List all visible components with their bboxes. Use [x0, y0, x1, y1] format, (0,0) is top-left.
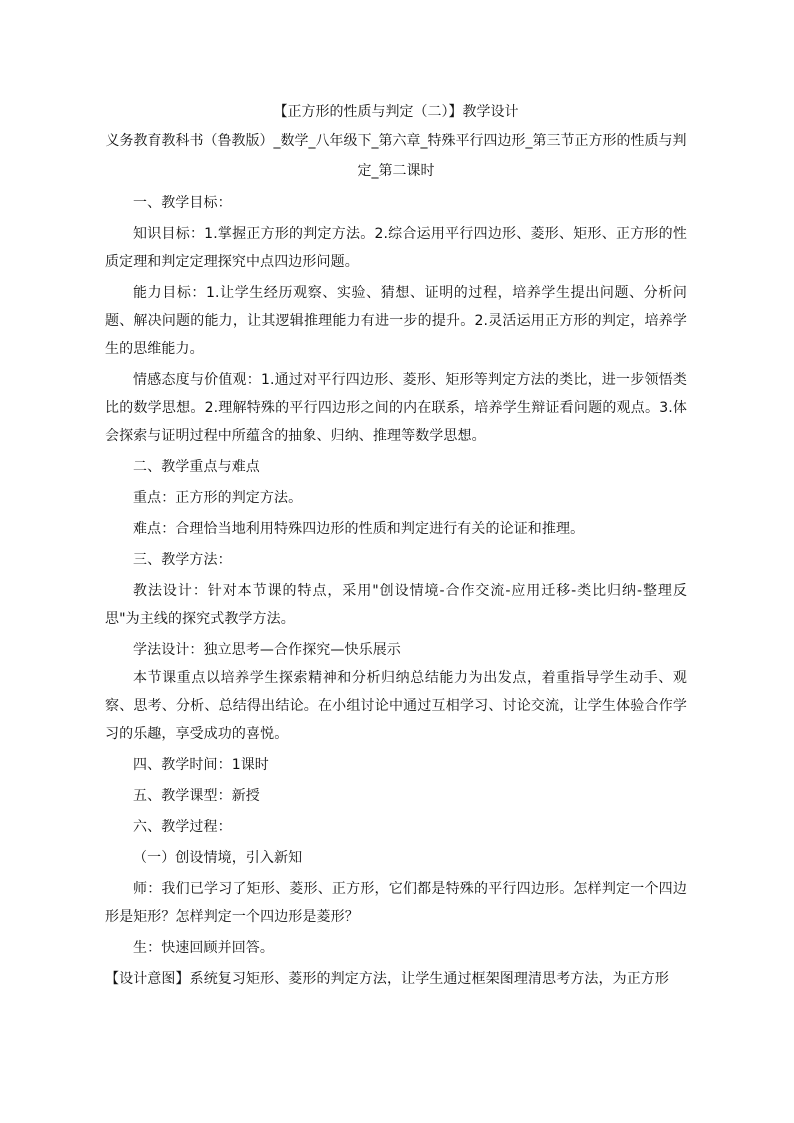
paragraph-student-answer: 生：快速回顾并回答。 — [133, 940, 274, 956]
section-heading-lesson-type: 五、教学课型：新授 — [133, 788, 260, 804]
paragraph-emotion-goal: 情感态度与价值观：1.通过对平行四边形、菱形、矩形等判定方法的类比，进一步领悟类比的数学思想。2.理解特殊的平行四边形之间的内在联系，培养学生辩证看问题的观点。3.体会探索与证明过程中所蕴含的抽象、归纳、推理等数学思想。 — [105, 372, 687, 444]
paragraph-method-description: 本节课重点以培养学生探索精神和分析归纳总结能力为出发点，着重指导学生动手、观察、思考、分析、总结得出结论。在小组讨论中通过互相学习、讨论交流，让学生体验合作学习的乐趣，享受成功的喜悦。 — [105, 670, 687, 742]
document-body — [105, 98, 687, 993]
paragraph-teacher-question: 师：我们已学习了矩形、菱形、正方形，它们都是特殊的平行四边形。怎样判定一个四边形是矩形？怎样判定一个四边形是菱形？ — [105, 881, 687, 925]
paragraph-difficulty: 难点：合理恰当地利用特殊四边形的性质和判定进行有关的论证和推理。 — [133, 521, 585, 537]
section-heading-key-points: 二、教学重点与难点 — [133, 459, 260, 475]
paragraph-design-intent: 【设计意图】系统复习矩形、菱形的判定方法，让学生通过框架图理清思考方法，为正方形 — [105, 971, 669, 987]
section-heading-time: 四、教学时间：1课时 — [133, 757, 269, 773]
section-heading-methods: 三、教学方法： — [133, 552, 232, 568]
paragraph-ability-goal: 能力目标：1.让学生经历观察、实验、猜想、证明的过程，培养学生提出问题、分析问题、解决问题的能力，让其逻辑推理能力有进一步的提升。2.灵活运用正方形的判定，培养学生的思维能力。 — [105, 285, 687, 357]
document-title: 【正方形的性质与判定（二）】教学设计 — [273, 104, 519, 120]
paragraph-knowledge-goal: 知识目标：1.掌握正方形的判定方法。2.综合运用平行四边形、菱形、矩形、正方形的性质定理和判定定理探究中点四边形问题。 — [105, 226, 687, 270]
subsection-heading-situation: （一）创设情境，引入新知 — [133, 850, 303, 866]
section-heading-process: 六、教学过程： — [133, 819, 232, 835]
paragraph-teaching-method: 教法设计：针对本节课的特点，采用"创设情境-合作交流-应用迁移-类比归纳-整理反思"为主线的探究式教学方法。 — [105, 583, 687, 627]
paragraph-learning-method: 学法设计：独立思考—合作探究—快乐展示 — [133, 642, 401, 658]
section-heading-objectives: 一、教学目标： — [133, 195, 232, 211]
document-subtitle: 义务教育教科书（鲁教版）_数学_八年级下_第六章_特殊平行四边形_第三节正方形的性质与判定_第二课时 — [105, 133, 687, 179]
paragraph-key-point: 重点：正方形的判定方法。 — [133, 490, 303, 506]
